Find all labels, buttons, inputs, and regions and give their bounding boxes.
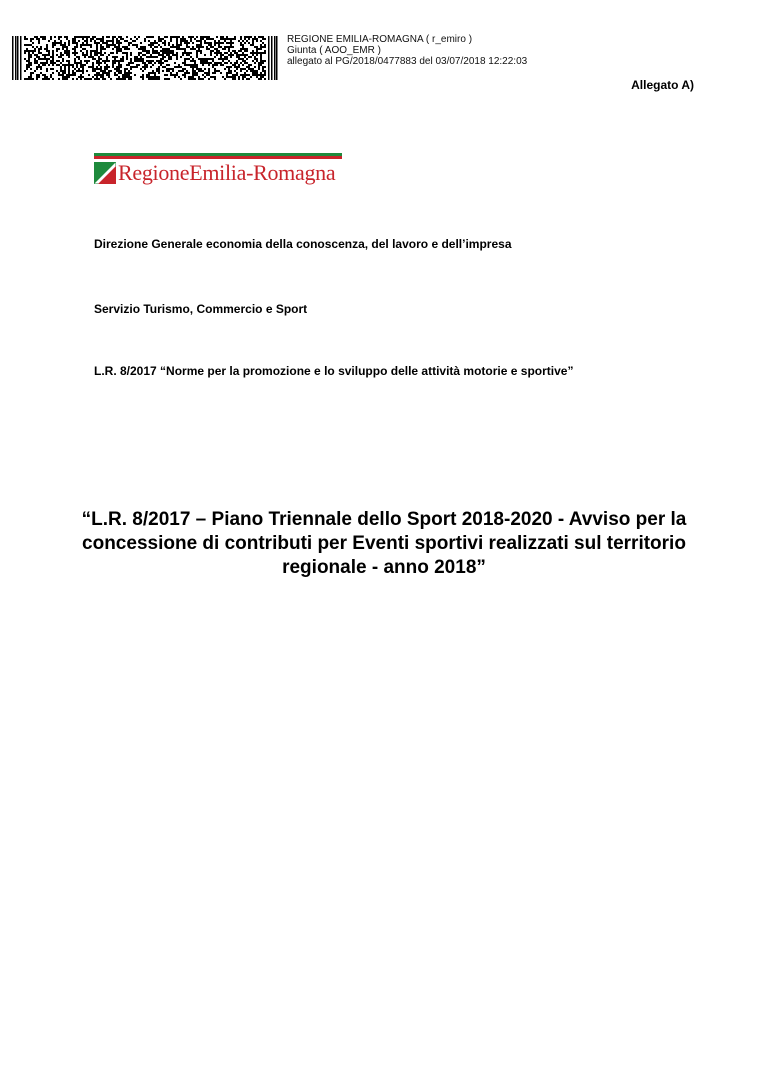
stamp-line-2: Giunta ( AOO_EMR ) xyxy=(287,45,381,56)
flag-icon xyxy=(94,162,116,184)
region-logo xyxy=(94,153,342,187)
title-line-1: “L.R. 8/2017 – Piano Triennale dello Sport 2018-2020 - Avviso per la xyxy=(81,509,687,530)
stamp-line-1: REGIONE EMILIA-ROMAGNA ( r_emiro ) xyxy=(287,34,473,45)
title-line-3: regionale - anno 2018” xyxy=(282,557,486,578)
document-title xyxy=(80,508,688,580)
protocol-stamp xyxy=(287,34,527,67)
barcode xyxy=(12,36,278,80)
legge-line: L.R. 8/2017 “Norme per la promozione e lo sviluppo delle attività motorie e sportive” xyxy=(94,364,574,378)
stamp-line-3: allegato al PG/2018/0477883 del 03/07/2018 12:22:03 xyxy=(287,56,528,67)
logo-text: RegioneEmilia-Romagna xyxy=(118,160,336,185)
attachment-label: Allegato A) xyxy=(631,78,694,92)
direzione-line: Direzione Generale economia della conoscenza, del lavoro e dell’impresa xyxy=(94,237,512,251)
logo-red-stripe xyxy=(94,156,342,159)
servizio-line: Servizio Turismo, Commercio e Sport xyxy=(94,302,308,316)
title-line-2: concessione di contributi per Eventi sportivi realizzati sul territorio xyxy=(82,533,686,554)
